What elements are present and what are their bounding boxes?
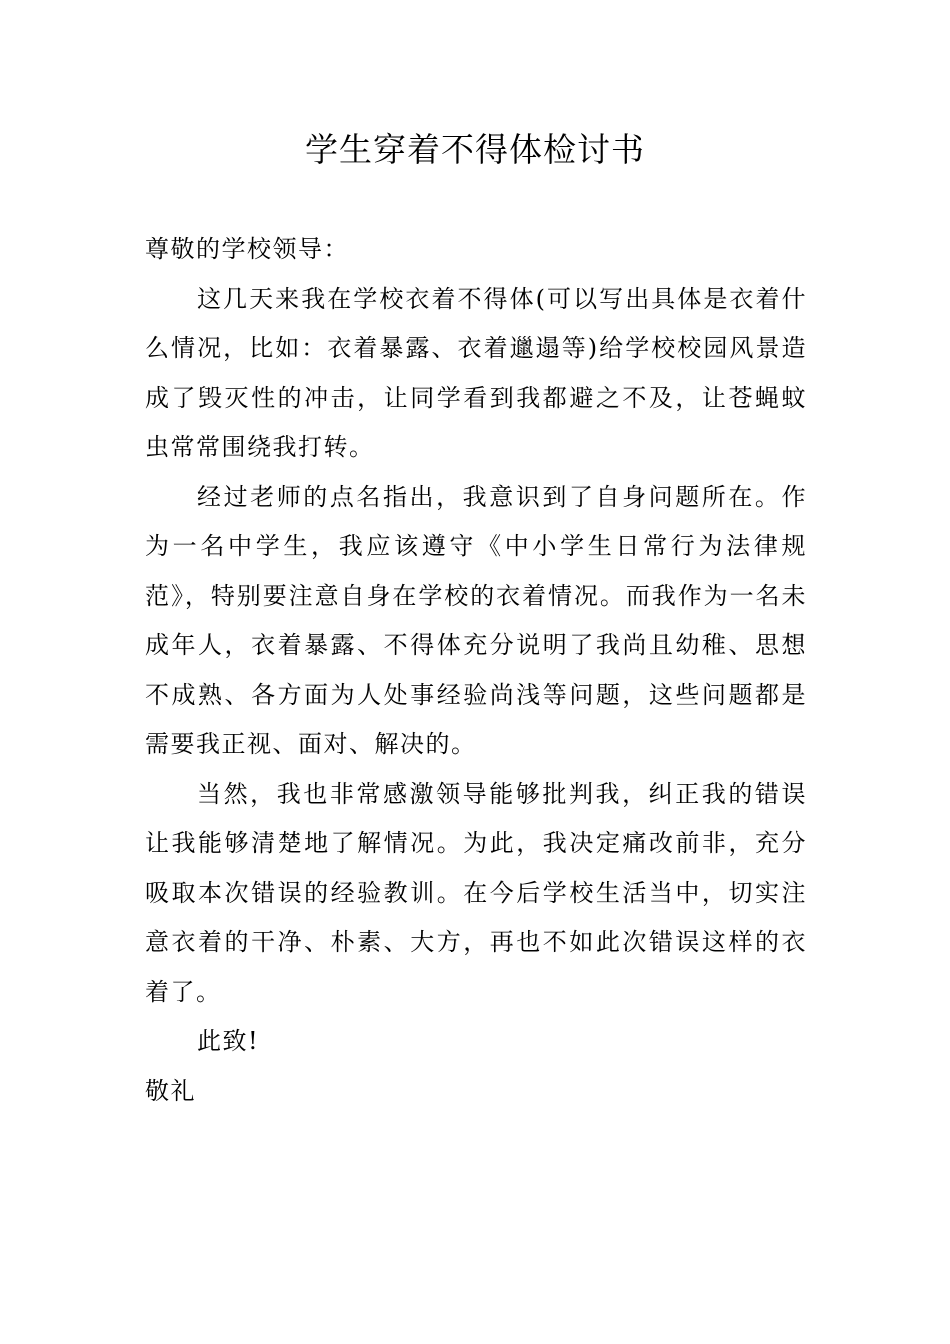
salutation: 尊敬的学校领导： (145, 235, 349, 263)
closing: 此致! (197, 1027, 260, 1055)
document-body (145, 225, 807, 1116)
paragraph-3: 当然，我也非常感激领导能够批判我，纠正我的错误让我能够清楚地了解情况。为此，我决定痛改前非，充分吸取本次错误的经验教训。在今后学校生活当中，切实注意衣着的干净、朴素、大方，再也不如此次错误这样的衣着了。 (145, 779, 807, 1006)
paragraph-2: 经过老师的点名指出，我意识到了自身问题所在。作为一名中学生，我应该遵守《中小学生日常行为法律规范》，特别要注意自身在学校的衣着情况。而我作为一名未成年人，衣着暴露、不得体充分说明了我尚且幼稚、思想不成熟、各方面为人处事经验尚浅等问题，这些问题都是需要我正视、面对、解决的。 (145, 482, 807, 758)
signoff: 敬礼 (145, 1076, 196, 1105)
paragraph-1: 这几天来我在学校衣着不得体(可以写出具体是衣着什么情况，比如：衣着暴露、衣着邋遢等)给学校校园风景造成了毁灭性的冲击，让同学看到我都避之不及，让苍蝇蚊虫常常围绕我打转。 (145, 284, 807, 461)
document-title: 学生穿着不得体检讨书 (305, 130, 645, 169)
